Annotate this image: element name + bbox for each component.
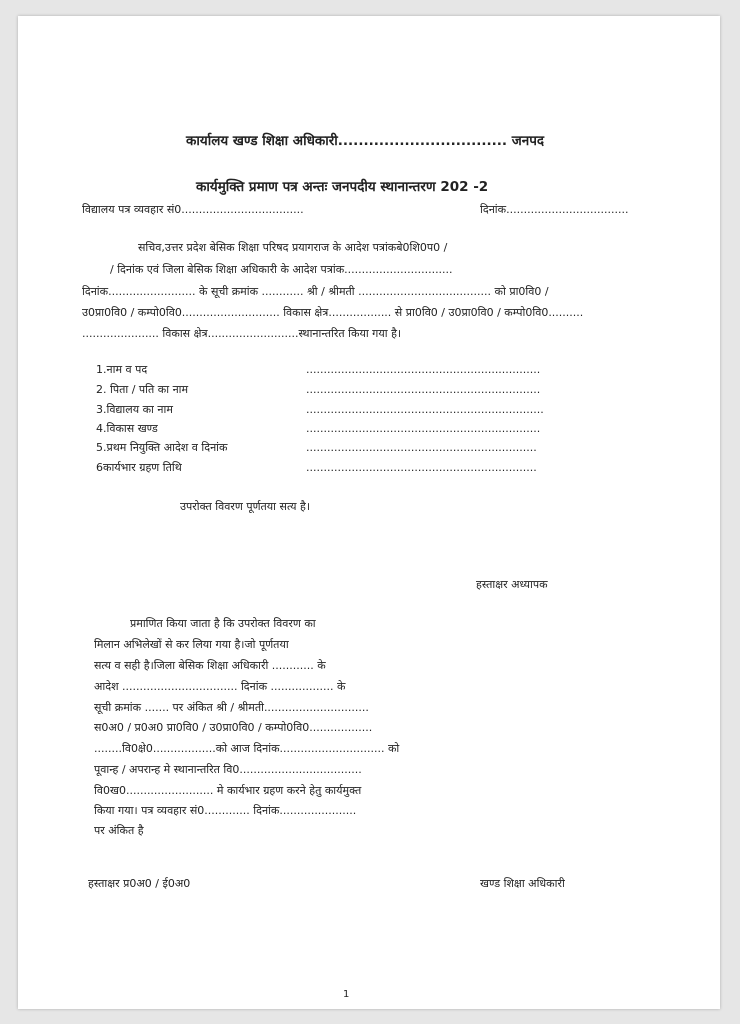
document-title: कार्यमुक्ति प्रमाण पत्र अन्तः जनपदीय स्थानान्तरण 202 -2 — [196, 179, 489, 195]
certification-line: प्रमाणित किया जाता है कि उपरोक्त विवरण का — [130, 617, 316, 630]
form-item-label: 2. पिता / पति का नाम — [96, 383, 189, 396]
form-item-blank: .................................................................... — [306, 403, 544, 416]
form-item-blank: .................................................................. — [306, 441, 537, 454]
certification-line: आदेश ................................. दिनांक .................. के — [94, 680, 346, 693]
intro-line: दिनांक......................... के सूची क्रमांक ............ श्री / श्रीमती ...................................... को प्रा0वि0 / — [82, 285, 549, 298]
form-item-label: 6कार्यभार ग्रहण तिथि — [96, 461, 182, 474]
certification-line: मिलान अभिलेखों से कर लिया गया है।जो पूर्णतया — [94, 638, 289, 651]
intro-line: ...................... विकास क्षेत्र..........................स्थानान्तरित किया गया है। — [82, 327, 402, 340]
teacher-signature-label: हस्ताक्षर अध्यापक — [476, 578, 548, 591]
form-item-label: 3.विद्यालय का नाम — [96, 403, 173, 416]
intro-line: सचिव,उत्तर प्रदेश बेसिक शिक्षा परिषद प्रयागराज के आदेश पत्रांकबे0शि0प0 / — [138, 241, 448, 254]
form-item-label: 4.विकास खण्ड — [96, 422, 158, 435]
form-item-blank: ................................................................... — [306, 363, 541, 376]
form-item-label: 5.प्रथम नियुक्ति आदेश व दिनांक — [96, 441, 228, 454]
certification-line: पूवान्ह / अपरान्ह मे स्थानान्तरित वि0................................... — [94, 763, 362, 776]
office-title: कार्यालय खण्ड शिक्षा अधिकारी................................. जनपद — [186, 133, 545, 149]
form-item-label: 1.नाम व पद — [96, 363, 148, 376]
intro-line: उ0प्रा0वि0 / कम्पो0वि0............................ विकास क्षेत्र.................. से प्रा0वि0 / उ0प्रा0वि0 / कम्पो0वि0.......... — [82, 306, 584, 319]
certification-line: सूची क्रमांक ....... पर अंकित श्री / श्रीमती.............................. — [94, 701, 369, 714]
certification-line: वि0ख0......................... मे कार्यभार ग्रहण करने हेतु कार्यमुक्त — [94, 784, 362, 797]
intro-line: / दिनांक एवं जिला बेसिक शिक्षा अधिकारी के आदेश पत्रांक............................... — [110, 263, 453, 276]
reference-number-line: विद्यालय पत्र व्यवहार सं0................................... — [82, 203, 304, 216]
certification-line: स0अ0 / प्र0अ0 प्रा0वि0 / उ0प्रा0वि0 / कम्पो0वि0.................. — [94, 721, 373, 734]
certification-line: ........वि0क्षे0..................को आज दिनांक.............................. को — [94, 742, 400, 755]
reference-date-line: दिनांक................................... — [480, 203, 629, 216]
block-officer-signature-label: खण्ड शिक्षा अधिकारी — [480, 877, 565, 890]
certification-line: पर अंकित है — [94, 824, 144, 837]
page-number: 1 — [343, 989, 350, 1000]
declaration-text: उपरोक्त विवरण पूर्णतया सत्य है। — [180, 500, 311, 513]
certification-line: सत्य व सही है।जिला बेसिक शिक्षा अधिकारी ............ के — [94, 659, 326, 672]
form-item-blank: ................................................................... — [306, 422, 541, 435]
headmaster-signature-label: हस्ताक्षर प्र0अ0 / ई0अ0 — [88, 877, 191, 890]
document-page — [18, 16, 720, 1009]
certification-line: किया गया। पत्र व्यवहार सं0............. दिनांक...................... — [94, 804, 357, 817]
form-item-blank: .................................................................. — [306, 461, 537, 474]
form-item-blank: ................................................................... — [306, 383, 541, 396]
